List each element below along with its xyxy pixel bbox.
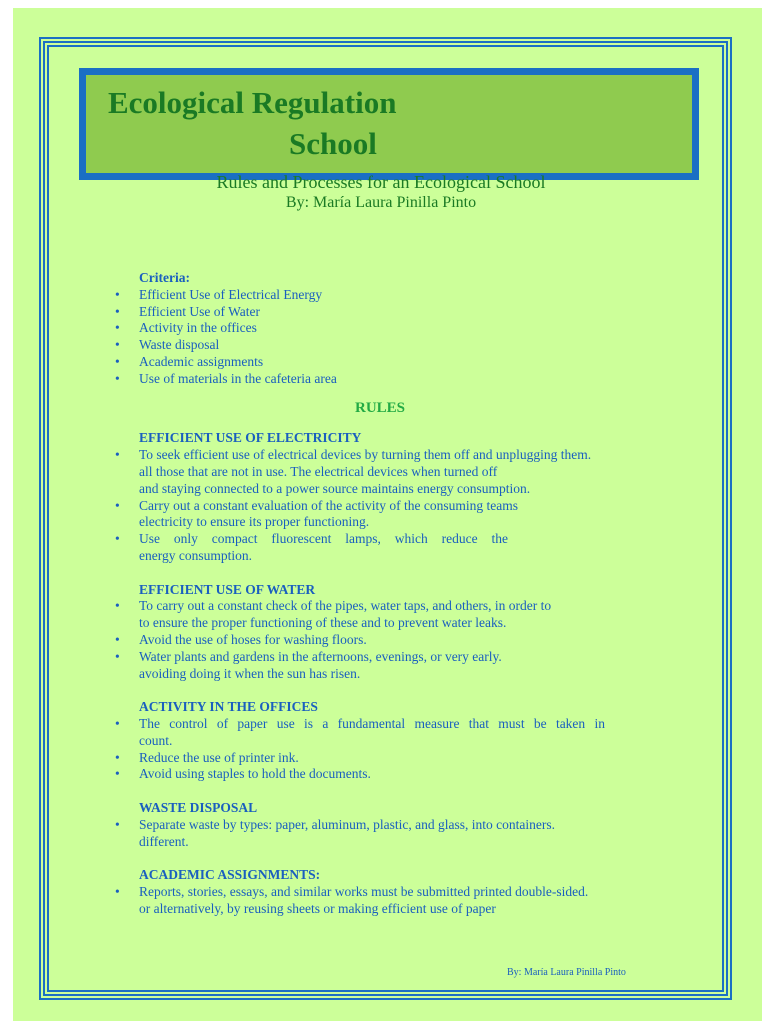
section-list (139, 716, 659, 783)
rules-heading: RULES (354, 399, 406, 416)
list-item-text: electricity to ensure its proper functioning. (139, 514, 370, 530)
list-item-text: • Efficient Use of Water (139, 303, 260, 319)
list-item (139, 649, 659, 683)
list-item-text: • Reports, stories, essays, and similar works must be submitted printed double-sided. (139, 883, 589, 899)
criteria-heading: Criteria: (139, 270, 190, 285)
section-list (139, 598, 659, 682)
list-item-text: • Water plants and gardens in the afternoons, evenings, or very early. (139, 648, 502, 664)
list-item-text: • To carry out a constant check of the pipes, water taps, and others, in order to (139, 598, 552, 614)
list-item-text: • Avoid using staples to hold the documents. (139, 766, 371, 782)
list-item (139, 447, 659, 497)
section-list (139, 884, 659, 918)
list-item-text: and staying connected to a power source maintains energy consumption. (139, 480, 531, 496)
list-item (139, 598, 659, 632)
title-line-2: School (289, 126, 377, 161)
section-heading: EFFICIENT USE OF ELECTRICITY (139, 430, 362, 446)
title-line-1: Ecological Regulation (108, 85, 397, 120)
list-item-text: or alternatively, by reusing sheets or making efficient use of paper (139, 900, 496, 916)
list-item-text: to ensure the proper functioning of these and to prevent water leaks. (139, 615, 507, 631)
section-heading: ACADEMIC ASSIGNMENTS: (139, 867, 321, 883)
list-item (139, 531, 659, 565)
list-item (139, 304, 659, 321)
section-list (139, 817, 659, 851)
criteria-list (139, 287, 659, 388)
list-item (139, 337, 659, 354)
list-item-text: • Use of materials in the cafeteria area (139, 370, 337, 386)
author-byline: By: María Laura Pinilla Pinto (285, 194, 477, 211)
list-item-text: • To seek efficient use of electrical devices by turning them off and unplugging them. (139, 447, 592, 463)
list-item (139, 371, 659, 388)
list-item-text: • Use only compact fluorescent lamps, which reduce the (139, 531, 508, 547)
list-item-text: count. (139, 732, 173, 748)
list-item-text: all those that are not in use. The electrical devices when turned off (139, 463, 498, 479)
list-item-text: • Activity in the offices (139, 320, 257, 336)
subtitle: Rules and Processes for an Ecological School (216, 172, 546, 192)
list-item-text: energy consumption. (139, 547, 252, 563)
list-item (139, 766, 659, 783)
list-item-text: • Carry out a constant evaluation of the activity of the consuming teams (139, 497, 519, 513)
list-item (139, 817, 659, 851)
list-item-text: • Reduce the use of printer ink. (139, 749, 299, 765)
list-item-text: • Efficient Use of Electrical Energy (139, 286, 323, 302)
section-waste (139, 800, 659, 850)
list-item-text: avoiding doing it when the sun has risen. (139, 665, 361, 681)
document-body (139, 270, 659, 917)
list-item (139, 632, 659, 649)
list-item (139, 884, 659, 918)
section-academic (139, 867, 659, 917)
list-item-text: • Avoid the use of hoses for washing floors. (139, 631, 367, 647)
section-heading: EFFICIENT USE OF WATER (139, 581, 316, 597)
list-item (139, 354, 659, 371)
list-item-text: • Separate waste by types: paper, aluminum, plastic, and glass, into containers. (139, 816, 555, 832)
section-water (139, 582, 659, 683)
list-item-text: • Waste disposal (139, 337, 220, 353)
list-item-text: • The control of paper use is a fundamental measure that must be taken in (139, 715, 605, 731)
section-heading: WASTE DISPOSAL (139, 799, 258, 815)
title-banner (79, 68, 699, 180)
criteria-section (139, 270, 659, 388)
list-item-text: • Academic assignments (139, 353, 264, 369)
list-item (139, 287, 659, 304)
section-heading: ACTIVITY IN THE OFFICES (139, 699, 318, 715)
section-list (139, 447, 659, 565)
list-item (139, 498, 659, 532)
section-electricity (139, 430, 659, 564)
section-offices (139, 699, 659, 783)
list-item (139, 320, 659, 337)
footer-byline: By: María Laura Pinilla Pinto (507, 967, 626, 978)
list-item-text: different. (139, 833, 189, 849)
list-item (139, 750, 659, 767)
list-item (139, 716, 659, 750)
